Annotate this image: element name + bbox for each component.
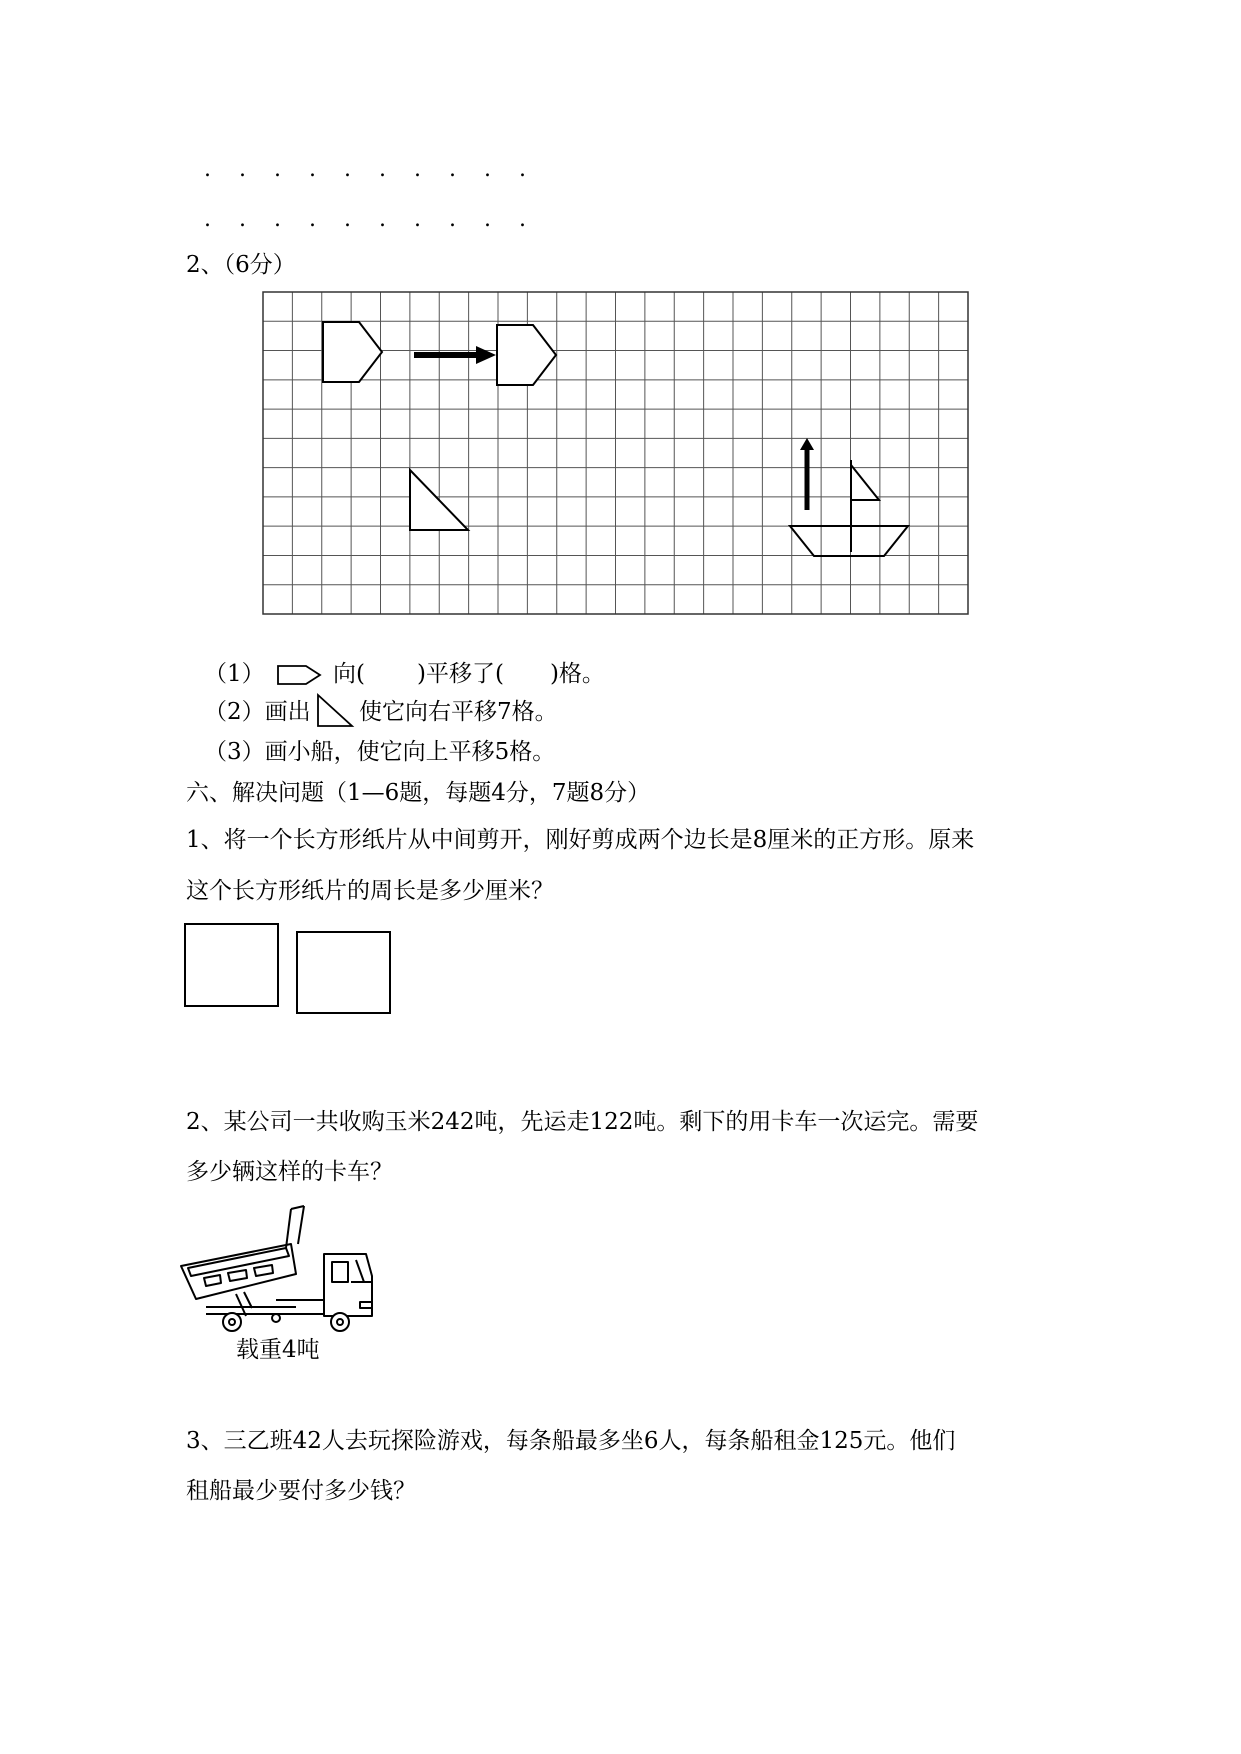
- sub1-direction-text: 向( )平移了( )格。: [333, 661, 605, 687]
- problem-2-line-2: 多少辆这样的卡车？: [186, 1159, 393, 1185]
- two-squares-figure: [184, 923, 404, 1015]
- sub-question-2-prefix: （2）画出: [204, 699, 311, 725]
- sub-question-2-suffix: 使它向右平移7格。: [359, 699, 558, 725]
- sub-question-3: （3）画小船，使它向上平移5格。: [204, 739, 556, 765]
- problem-2-line-1: 2、某公司一共收购玉米242吨，先运走122吨。剩下的用卡车一次运完。需要: [186, 1109, 979, 1135]
- truck-caption: 载重4吨: [236, 1337, 320, 1363]
- pentagon-moved: [497, 325, 556, 385]
- problem-1-line-1: 1、将一个长方形纸片从中间剪开，刚好剪成两个边长是8厘米的正方形。原来: [186, 827, 975, 853]
- square-left: [185, 924, 278, 1006]
- problem-3-line-2: 租船最少要付多少钱？: [186, 1478, 416, 1504]
- pentagon-inline-icon: [276, 662, 324, 688]
- sub1-prefix: （1）: [204, 661, 265, 687]
- sub-question-1: [204, 659, 265, 689]
- problem-3-line-1: 3、三乙班42人去玩探险游戏，每条船最多坐6人，每条船租金125元。他们: [186, 1428, 956, 1454]
- boat-sail: [851, 465, 879, 500]
- square-right: [297, 932, 390, 1013]
- pentagon-original: [323, 322, 382, 382]
- boat-hull: [790, 526, 908, 556]
- question-header: 2、（6分）: [186, 252, 296, 278]
- dot-row-2: . . . . . . . . . .: [204, 207, 526, 232]
- translate-arrow-head: [476, 346, 496, 364]
- triangle-inline-icon: [316, 693, 356, 729]
- up-arrow-head: [800, 438, 814, 450]
- problem-1-line-2: 这个长方形纸片的周长是多少厘米？: [186, 878, 554, 904]
- section-6-title: 六、解决问题（1—6题，每题4分，7题8分）: [186, 780, 651, 806]
- dump-truck-illustration: [176, 1204, 386, 1320]
- dot-row-1: . . . . . . . . . .: [204, 157, 526, 182]
